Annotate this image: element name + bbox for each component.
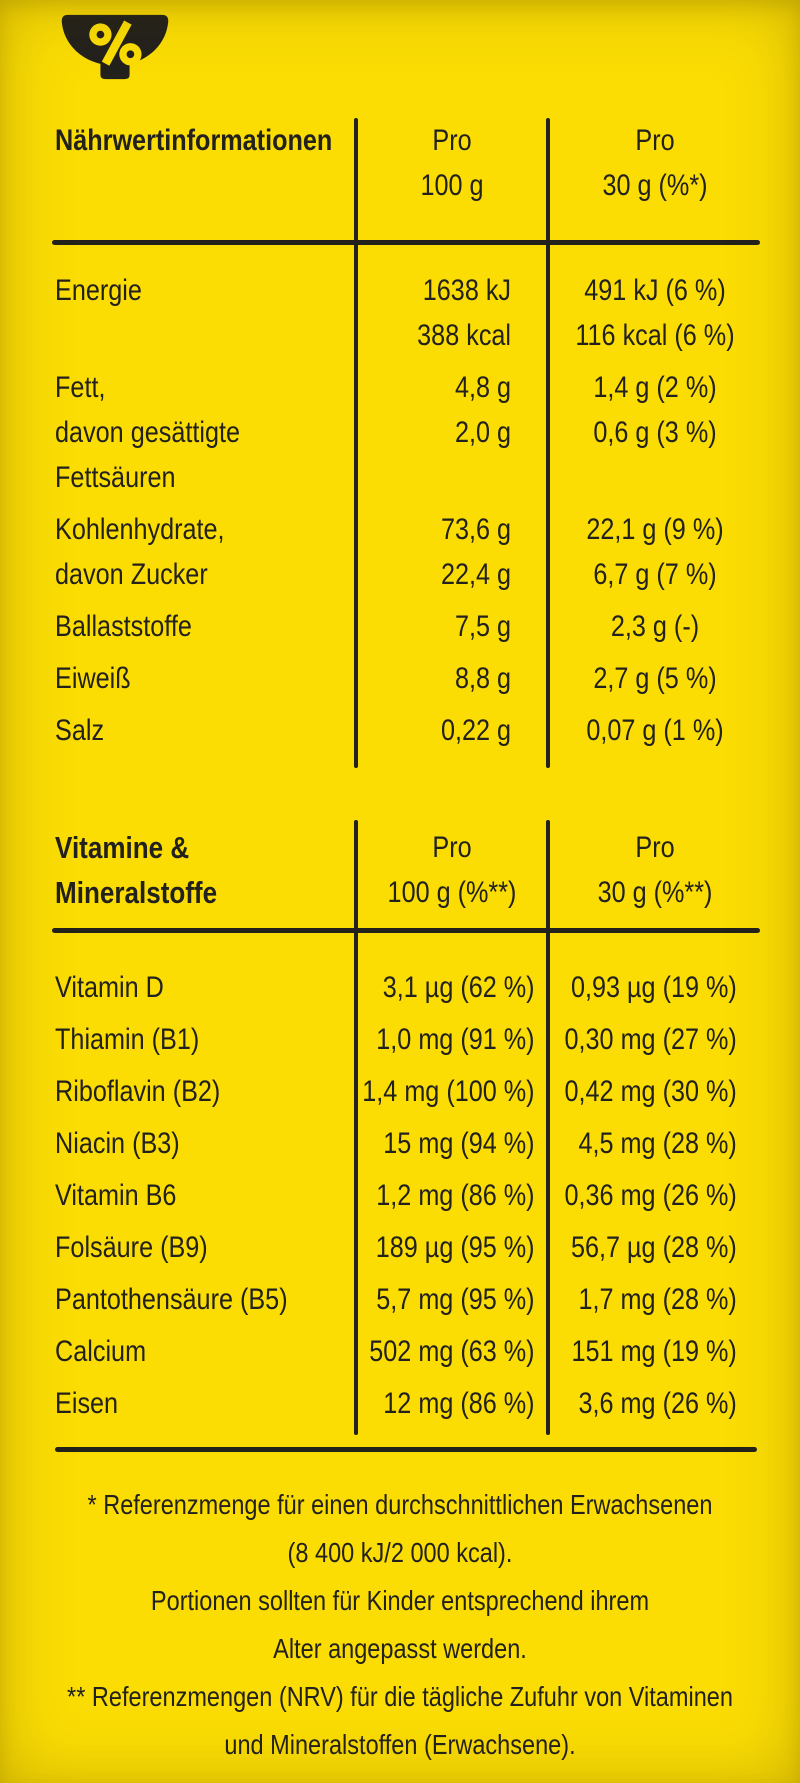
value-per-100g: 7,5 g — [454, 609, 512, 643]
value-per-30g: 491 kJ (6 %) — [584, 273, 726, 307]
row-label: Eiweiß — [55, 661, 131, 695]
per-30g-header: Pro 30 g (%**) — [597, 830, 713, 909]
table-row-fett — [50, 365, 762, 500]
value-per-30g: 0,42 mg (30 %) — [564, 1075, 737, 1108]
table-row-salz — [50, 708, 762, 753]
value-per-100g: 5,7 mg (95 %) — [376, 1283, 535, 1316]
row-label: Eisen — [55, 1387, 119, 1420]
value-per-100g: 0,22 g — [440, 713, 512, 747]
table-row-thiamin — [50, 1014, 762, 1066]
footnote-line: (8 400 kJ/2 000 kcal). — [287, 1537, 513, 1568]
nutrition-table — [50, 118, 762, 768]
value-per-100g: 8,8 g — [454, 661, 512, 695]
percent-bowl-icon — [55, 6, 175, 88]
value-per-30g: 4,5 mg (28 %) — [578, 1127, 737, 1160]
row-label: Folsäure (B9) — [55, 1231, 208, 1264]
value-per-30g: 2,3 g (-) — [610, 609, 700, 643]
value-per-100g: 1,4 mg (100 %) — [362, 1075, 535, 1108]
table-row-vitamin-b6 — [50, 1170, 762, 1222]
value-per-30g: 0,30 mg (27 %) — [564, 1023, 737, 1056]
column-divider — [354, 118, 358, 768]
row-label: davon Zucker — [55, 557, 208, 591]
value-per-100g: 1,2 mg (86 %) — [376, 1179, 535, 1212]
table-row-niacin — [50, 1118, 762, 1170]
value-per-30g: 56,7 µg (28 %) — [570, 1231, 737, 1264]
table-row-eisen — [50, 1378, 762, 1430]
row-label: Calcium — [55, 1335, 147, 1368]
row-label: Fettsäuren — [55, 460, 176, 494]
value-per-100g: 502 mg (63 %) — [369, 1335, 535, 1368]
table-row-ballaststoffe — [50, 604, 762, 649]
value-per-30g: 0,07 g (1 %) — [586, 713, 724, 747]
row-label: Kohlenhydrate, — [55, 512, 225, 546]
table-row-vitamin-d — [50, 962, 762, 1014]
value-per-30g: 22,1 g (9 %) — [586, 512, 724, 546]
value-per-30g: 0,36 mg (26 %) — [564, 1179, 737, 1212]
vitamins-table-title: Vitamine & — [55, 829, 190, 865]
nutrition-table-title-cell — [50, 118, 333, 208]
footnotes — [0, 1481, 800, 1769]
table-row-riboflavin — [50, 1066, 762, 1118]
row-label: Riboflavin (B2) — [55, 1075, 221, 1108]
table-row-kohlenhydrate — [50, 507, 762, 597]
value-per-100g: 1638 kJ — [422, 273, 512, 307]
footnote-line: Alter angepasst werden. — [273, 1633, 527, 1664]
row-label: Vitamin D — [55, 971, 164, 1004]
value-per-30g: 116 kcal (6 %) — [575, 318, 735, 352]
row-label: davon gesättigte — [55, 415, 240, 449]
nutrition-table-title: Nährwertinformationen — [55, 123, 333, 157]
vitamins-table-title: Mineralstoffe — [55, 874, 218, 910]
footnote-line: * Referenzmenge für einen durchschnittlichen Erwachsenen — [87, 1489, 713, 1520]
value-per-100g: 2,0 g — [454, 415, 512, 449]
table-row-energie — [50, 268, 762, 358]
footnote-rule — [55, 1447, 757, 1452]
vitamin-rows — [50, 962, 762, 1430]
row-label: Vitamin B6 — [55, 1179, 177, 1212]
per-100g-header: Pro 100 g — [420, 123, 484, 202]
value-per-30g: 3,6 mg (26 %) — [578, 1387, 737, 1420]
row-label: Energie — [55, 273, 142, 307]
vitamins-table-header — [50, 820, 762, 915]
header-rule — [52, 240, 760, 245]
row-label: Niacin (B3) — [55, 1127, 180, 1160]
header-rule — [52, 928, 760, 933]
row-label: Pantothensäure (B5) — [55, 1283, 288, 1316]
row-label: Salz — [55, 713, 105, 747]
value-per-30g: 6,7 g (7 %) — [593, 557, 717, 591]
row-label: Thiamin (B1) — [55, 1023, 200, 1056]
nutrition-table-header — [50, 118, 762, 208]
value-per-30g: 1,4 g (2 %) — [593, 370, 717, 404]
value-per-100g: 73,6 g — [440, 512, 512, 546]
value-per-100g: 189 µg (95 %) — [375, 1231, 535, 1264]
value-per-100g: 388 kcal — [417, 318, 512, 352]
table-row-pantothensaeure — [50, 1274, 762, 1326]
vitamins-table-title-cell — [50, 825, 307, 915]
value-per-100g: 12 mg (86 %) — [383, 1387, 535, 1420]
vitamins-table — [50, 820, 762, 1435]
nutrition-rows — [50, 268, 762, 753]
value-per-100g: 3,1 µg (62 %) — [382, 971, 535, 1004]
value-per-30g: 0,6 g (3 %) — [593, 415, 717, 449]
table-row-folsaeure — [50, 1222, 762, 1274]
value-per-30g: 1,7 mg (28 %) — [578, 1283, 737, 1316]
footnote-line: und Mineralstoffen (Erwachsene). — [224, 1729, 576, 1760]
footnote-line: Portionen sollten für Kinder entsprechend ihrem — [150, 1585, 650, 1616]
column-divider — [354, 820, 358, 1435]
value-per-100g: 22,4 g — [440, 557, 512, 591]
value-per-100g: 1,0 mg (91 %) — [376, 1023, 535, 1056]
value-per-30g: 2,7 g (5 %) — [593, 661, 717, 695]
per-100g-header: Pro 100 g (%**) — [387, 830, 517, 909]
table-row-calcium — [50, 1326, 762, 1378]
row-label: Fett, — [55, 370, 106, 404]
value-per-100g: 4,8 g — [454, 370, 512, 404]
value-per-30g: 0,93 µg (19 %) — [570, 971, 737, 1004]
footnote-line: ** Referenzmengen (NRV) für die tägliche Zufuhr von Vitaminen — [67, 1681, 733, 1712]
value-per-30g: 151 mg (19 %) — [571, 1335, 737, 1368]
value-per-100g: 15 mg (94 %) — [383, 1127, 535, 1160]
per-30g-header: Pro 30 g (%*) — [602, 123, 708, 202]
table-row-eiweiss — [50, 656, 762, 701]
row-label: Ballaststoffe — [55, 609, 192, 643]
